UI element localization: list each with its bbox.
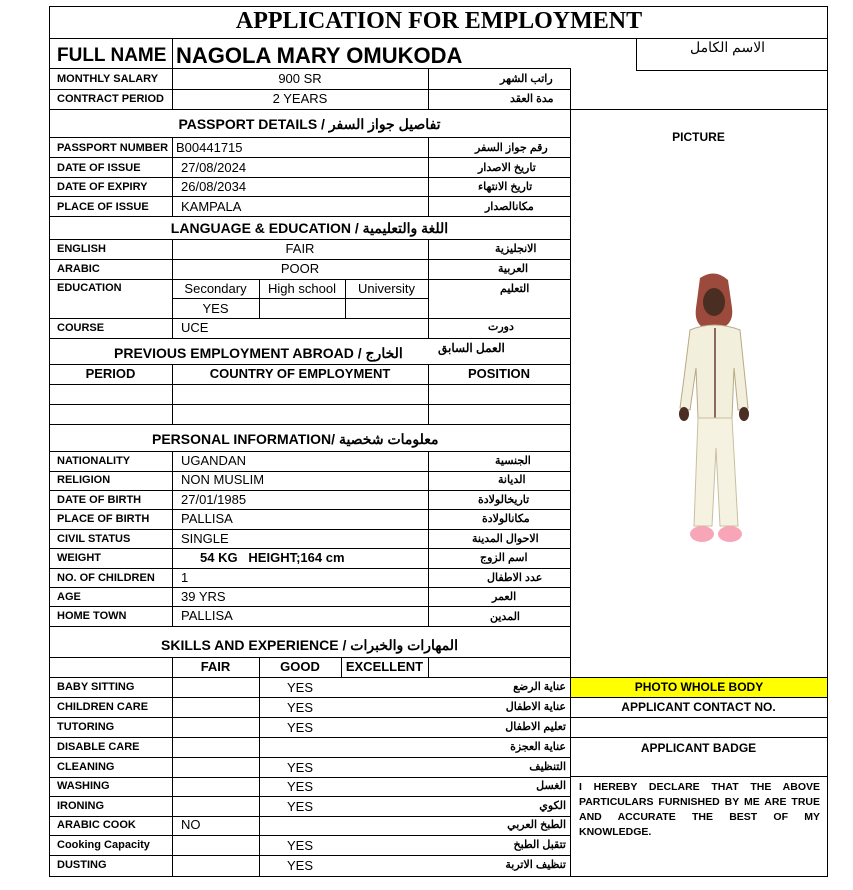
applicant-badge-label: APPLICANT BADGE <box>640 741 757 755</box>
skill-good-value: YES <box>286 680 313 695</box>
prev-employment-title-ar: العمل السابق <box>438 341 505 355</box>
dob-label-ar: تاريخالولادة <box>478 494 530 506</box>
passport-section-title: PASSPORT DETAILS / تفاصيل جواز السفر <box>178 116 441 132</box>
children-label-ar: عدد الاطفال <box>487 572 543 584</box>
place-of-birth-label-ar: مكانالولادة <box>482 513 530 525</box>
salary-value: 900 SR <box>278 71 322 86</box>
position-header: POSITION <box>467 366 531 381</box>
religion-label: RELIGION <box>57 474 111 486</box>
civil-status-value: SINGLE <box>181 531 229 546</box>
place-of-birth-label: PLACE OF BIRTH <box>57 513 150 525</box>
religion-value: NON MUSLIM <box>181 472 265 487</box>
children-value: 1 <box>181 570 189 585</box>
face <box>703 288 725 316</box>
skill-label-ar: عناية الاطفال <box>505 701 566 713</box>
skill-label: ARABIC COOK <box>57 819 136 831</box>
contract-label: CONTRACT PERIOD <box>57 93 164 105</box>
children-label: NO. OF CHILDREN <box>57 572 155 584</box>
skill-label-ar: تنظيف الاتربة <box>505 859 566 871</box>
passport-number-label-ar: رقم جواز السفر <box>475 142 548 154</box>
date-of-expiry-label-ar: تاريخ الانتهاء <box>478 181 533 193</box>
trousers <box>694 418 738 526</box>
home-town-value: PALLISA <box>181 608 233 623</box>
skill-label: IRONING <box>57 800 105 812</box>
nationality-label-ar: الجنسية <box>495 455 531 467</box>
passport-number-value: B00441715 <box>176 140 243 155</box>
education-mark: YES <box>202 301 229 316</box>
country-header: COUNTRY OF EMPLOYMENT <box>209 366 391 381</box>
skill-good-value: YES <box>286 838 313 853</box>
skill-label-ar: عناية العجزة <box>510 741 566 753</box>
applicant-contact-label: APPLICANT CONTACT NO. <box>621 700 776 714</box>
skills-section-title: SKILLS AND EXPERIENCE / المهارات والخبرات <box>161 637 458 653</box>
salary-label-ar: راتب الشهر <box>500 73 553 85</box>
contract-label-ar: مدة العقد <box>510 93 554 105</box>
weight-height-value: 54 KG HEIGHT;164 cm <box>200 550 345 565</box>
arabic-label-ar: العربية <box>498 263 529 275</box>
skill-label-ar: تعليم الاطفال <box>505 721 566 733</box>
home-town-label-ar: المدين <box>490 611 520 623</box>
skill-good-value: YES <box>286 700 313 715</box>
civil-status-label: CIVIL STATUS <box>57 533 131 545</box>
declaration-text: I HEREBY DECLARE THAT THE ABOVE PARTICULARS FURNISHED BY ME ARE TRUE AND ACCURATE THE BEST OF MY KNOWLEDGE. <box>579 781 820 838</box>
arabic-label: ARABIC <box>57 263 100 275</box>
education-label-ar: التعليم <box>500 283 530 295</box>
left-shoe <box>690 526 714 542</box>
period-header: PERIOD <box>85 366 136 381</box>
education-option-secondary: Secondary <box>184 281 247 296</box>
english-label: ENGLISH <box>57 243 106 255</box>
date-of-issue-value: 27/08/2024 <box>181 160 247 175</box>
religion-label-ar: الديانة <box>498 474 526 486</box>
arabic-value: POOR <box>280 261 320 276</box>
weight-label-ar: اسم الزوج <box>480 552 528 564</box>
skill-label-ar: التنظيف <box>529 761 566 773</box>
skill-label: TUTORING <box>57 721 115 733</box>
place-of-issue-label-ar: مكانالصدار <box>485 201 534 213</box>
skill-good-value: YES <box>286 858 313 873</box>
date-of-expiry-label: DATE OF EXPIRY <box>57 181 148 193</box>
date-of-issue-label-ar: تاريخ الاصدار <box>478 162 536 174</box>
education-option-high-school: High school <box>268 281 336 296</box>
skill-label: DISABLE CARE <box>57 741 140 753</box>
skill-good-value: YES <box>286 799 313 814</box>
picture-label: PICTURE <box>672 130 725 144</box>
applicant-photo <box>660 268 760 548</box>
nationality-value: UGANDAN <box>181 453 247 468</box>
nationality-label: NATIONALITY <box>57 455 131 467</box>
top <box>680 325 748 418</box>
education-option-university: University <box>357 281 416 296</box>
date-of-issue-label: DATE OF ISSUE <box>57 162 141 174</box>
full-name-value: NAGOLA MARY OMUKODA <box>176 43 463 68</box>
skill-label-ar: الكوي <box>539 800 566 812</box>
photo-whole-body-text: PHOTO WHOLE BODY <box>634 680 764 694</box>
full-name-label: FULL NAME <box>57 45 167 66</box>
skill-good-value: YES <box>286 760 313 775</box>
home-town-label: HOME TOWN <box>57 610 127 622</box>
skill-label-ar: عناية الرضع <box>513 681 566 693</box>
course-value: UCE <box>181 320 209 335</box>
language-section-title: LANGUAGE & EDUCATION / اللغة والتعليمية <box>170 220 449 236</box>
course-label-ar: دورت <box>488 321 514 333</box>
page-title: APPLICATION FOR EMPLOYMENT <box>235 8 643 34</box>
skill-label: CHILDREN CARE <box>57 701 149 713</box>
skills-good-header: GOOD <box>280 659 320 674</box>
contract-value: 2 YEARS <box>272 91 328 106</box>
age-label-ar: العمر <box>492 591 517 603</box>
dob-label: DATE OF BIRTH <box>57 494 142 506</box>
english-value: FAIR <box>285 241 315 256</box>
skill-label-ar: الغسل <box>536 780 566 792</box>
age-value: 39 YRS <box>181 589 226 604</box>
skill-label: DUSTING <box>57 859 107 871</box>
skills-excellent-header: EXCELLENT <box>345 659 424 674</box>
weight-label: WEIGHT <box>57 552 101 564</box>
skill-fair-value: NO <box>181 817 201 832</box>
dob-value: 27/01/1985 <box>181 492 247 507</box>
skill-label: WASHING <box>57 780 110 792</box>
full-name-label-ar: الاسم الكامل <box>690 39 766 55</box>
place-of-issue-value: KAMPALA <box>181 199 242 214</box>
photo-whole-body-label <box>571 678 827 697</box>
skill-label: CLEANING <box>57 761 115 773</box>
course-label: COURSE <box>57 322 105 334</box>
salary-label: MONTHLY SALARY <box>57 73 159 85</box>
right-shoe <box>718 526 742 542</box>
english-label-ar: الانجليزية <box>495 243 537 255</box>
education-label: EDUCATION <box>57 282 122 294</box>
skill-label: Cooking Capacity <box>57 839 150 851</box>
civil-status-label-ar: الاحوال المدينة <box>472 533 539 545</box>
skill-label-ar: الطبخ العربي <box>507 819 566 831</box>
skill-label: BABY SITTING <box>57 681 135 693</box>
skill-label-ar: تتقبل الطبخ <box>513 839 566 851</box>
age-label: AGE <box>57 591 81 603</box>
passport-number-label: PASSPORT NUMBER <box>57 142 169 154</box>
date-of-expiry-value: 26/08/2034 <box>181 179 247 194</box>
skill-good-value: YES <box>286 779 313 794</box>
skills-fair-header: FAIR <box>200 659 231 674</box>
place-of-issue-label: PLACE OF ISSUE <box>57 201 149 213</box>
skill-good-value: YES <box>286 720 313 735</box>
personal-section-title: PERSONAL INFORMATION/ معلومات شخصية <box>152 431 439 447</box>
place-of-birth-value: PALLISA <box>181 511 233 526</box>
prev-employment-section-title: PREVIOUS EMPLOYMENT ABROAD / الخارج <box>114 345 403 361</box>
